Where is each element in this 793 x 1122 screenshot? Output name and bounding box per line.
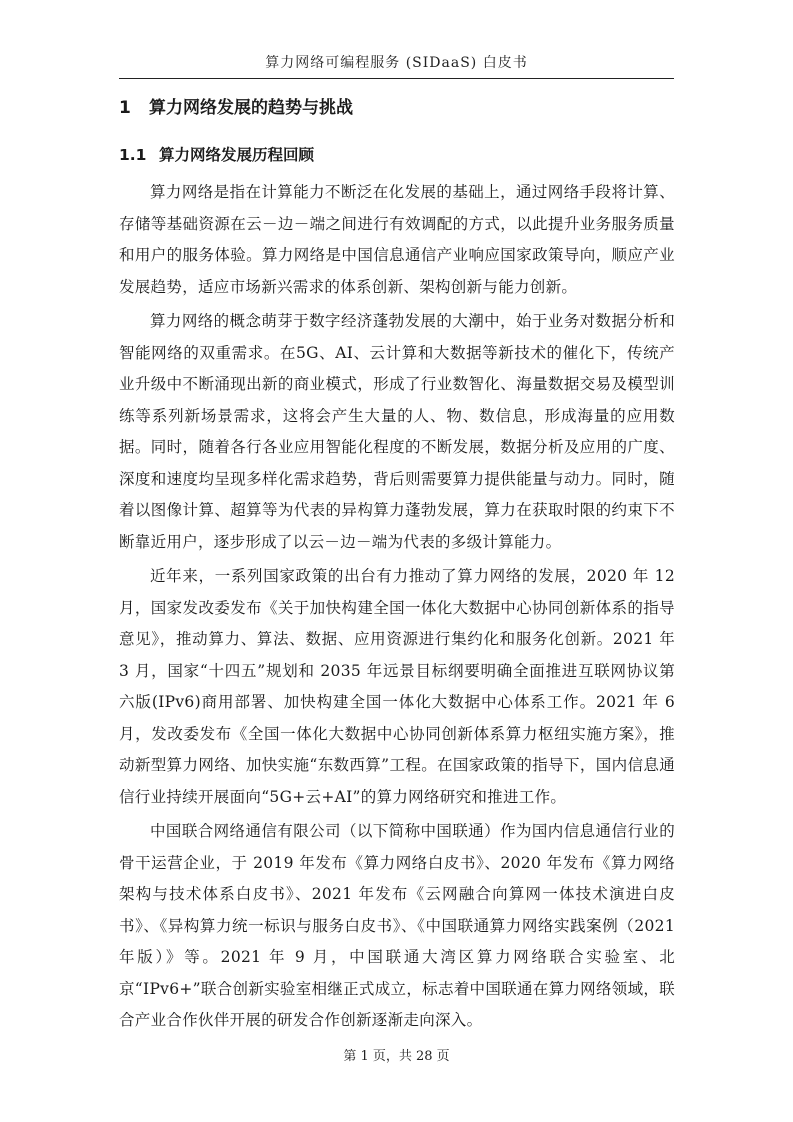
paragraph-3: 近年来，一系列国家政策的出台有力推动了算力网络的发展，2020 年 12 月，国家发改委发布《关于加快构建全国一体化大数据中心协同创新体系的指导意见》，推动算力、算法、数据、应用资源进行集约化和服务化创新。2021 年 3 月，国家“十四五”规划和 2035 年远景目标纲要明确全面推进互联网协议第六版(IPv6)商用部署、加快构建全国一体化大数据中心体系工作。2021 年 6 月，发改委发布《全国一体化大数据中心协同创新体系算力枢纽实施方案》，推动新型算力网络、加快实施“东数西算”工程。在国家政策的指导下，国内信息通信行业持续开展面向“5G+云+AI”的算力网络研究和推进工作。 [119,567,675,806]
section-heading-1-1 [119,143,675,167]
paragraph-4: 中国联合网络通信有限公司（以下简称中国联通）作为国内信息通信行业的骨干运营企业，于 2019 年发布《算力网络白皮书》、2020 年发布《算力网络架构与技术体系白皮书》、2021 年发布《云网融合向算网一体技术演进白皮书》、《异构算力统一标识与服务白皮书》、《中国联通算力网络实践案例（2021 年版）》等。2021 年 9 月，中国联通大湾区算力网络联合实验室、北京“IPv6+”联合创新实验室相继正式成立，标志着中国联通在算力网络领域，联合产业合作伙伴开展的研发合作创新逐渐走向深入。 [119,822,675,1029]
section-title: 算力网络发展的趋势与挑战 [149,98,353,118]
subsection-title: 算力网络发展历程回顾 [159,146,315,164]
paragraph-1: 算力网络是指在计算能力不断泛在化发展的基础上，通过网络手段将计算、存储等基础资源在云－边－端之间进行有效调配的方式，以此提升业务服务质量和用户的服务体验。算力网络是中国信息通信产业响应国家政策导向，顺应产业发展趋势，适应市场新兴需求的体系创新、架构创新与能力创新。 [119,183,675,296]
paragraph-2: 算力网络的概念萌芽于数字经济蓬勃发展的大潮中，始于业务对数据分析和智能网络的双重需求。在5G、AI、云计算和大数据等新技术的催化下，传统产业升级中不断涌现出新的商业模式，形成了行业数智化、海量数据交易及模型训练等系列新场景需求，这将会产生大量的人、物、数信息，形成海量的应用数据。同时，随着各行各业应用智能化程度的不断发展，数据分析及应用的广度、深度和速度均呈现多样化需求趋势，背后则需要算力提供能量与动力。同时，随着以图像计算、超算等为代表的异构算力蓬勃发展，算力在获取时限的约束下不断靠近用户，逐步形成了以云－边－端为代表的多级计算能力。 [119,312,675,551]
page-content [119,95,675,1040]
section-number: 1 [119,98,131,118]
subsection-number: 1.1 [119,146,147,164]
running-header: 算力网络可编程服务 (SIDaaS) 白皮书 [119,52,674,79]
page-number: 第 1 页，共 28 页 [343,1049,450,1064]
section-heading-1 [119,95,675,121]
